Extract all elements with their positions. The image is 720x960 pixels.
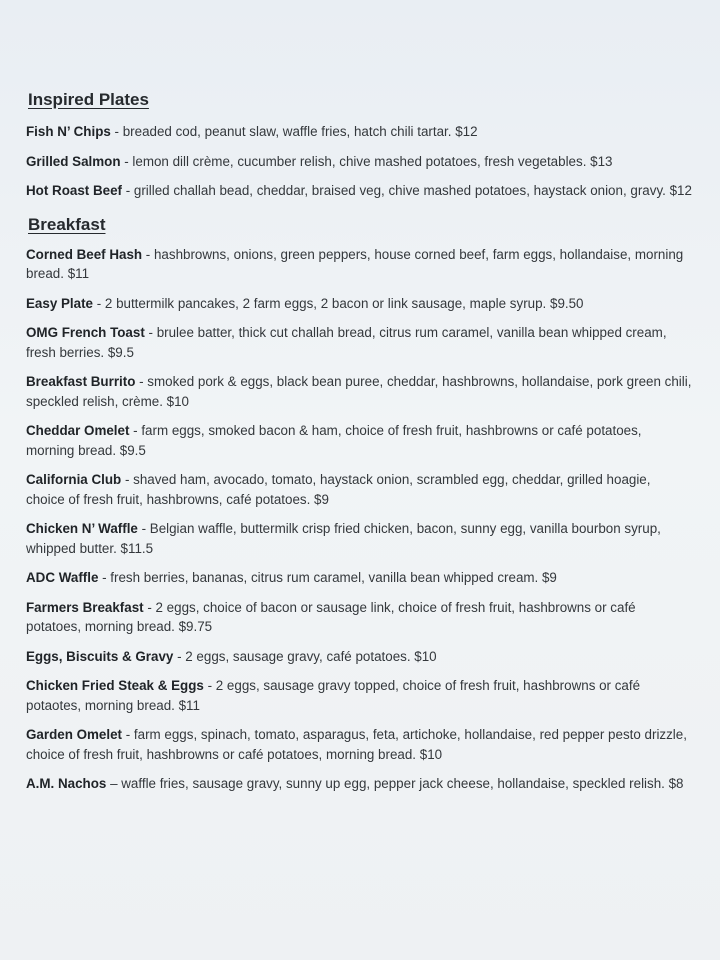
item-name: Cheddar Omelet bbox=[26, 423, 130, 438]
menu-item bbox=[26, 568, 692, 588]
menu-item bbox=[26, 294, 692, 314]
item-name: California Club bbox=[26, 472, 122, 487]
item-description: - shaved ham, avocado, tomato, haystack onion, scrambled egg, cheddar, grilled hoagie, choice of fresh fruit, hashbrowns, café potatoes. $9 bbox=[26, 472, 651, 507]
item-description: - 2 eggs, sausage gravy topped, choice of fresh fruit, hashbrowns or café potaotes, morning bread. $11 bbox=[26, 678, 641, 713]
menu-item bbox=[26, 519, 692, 558]
item-description: - fresh berries, bananas, citrus rum caramel, vanilla bean whipped cream. $9 bbox=[98, 570, 557, 585]
item-description: - Belgian waffle, buttermilk crisp fried chicken, bacon, sunny egg, vanilla bourbon syrup, whipped butter. $11.5 bbox=[26, 521, 661, 556]
item-name: Breakfast Burrito bbox=[26, 374, 136, 389]
item-name: Garden Omelet bbox=[26, 727, 122, 742]
item-description: - 2 eggs, sausage gravy, café potatoes. $10 bbox=[173, 648, 437, 664]
item-description: - 2 buttermilk pancakes, 2 farm eggs, 2 bacon or link sausage, maple syrup. $9.50 bbox=[93, 295, 584, 311]
item-description: - breaded cod, peanut slaw, waffle fries, hatch chili tartar. $12 bbox=[110, 124, 478, 139]
item-description: - grilled challah bead, cheddar, braised veg, chive mashed potatoes, haystack onion, gravy. $12 bbox=[121, 183, 692, 198]
item-name: Eggs, Biscuits & Gravy bbox=[26, 648, 174, 664]
item-name: Hot Roast Beef bbox=[26, 183, 122, 198]
item-description: - hashbrowns, onions, green peppers, house corned beef, farm eggs, hollandaise, morning bread. $11 bbox=[26, 246, 684, 281]
menu-item bbox=[26, 598, 692, 637]
item-description: – waffle fries, sausage gravy, sunny up egg, pepper jack cheese, hollandaise, speckled relish. $8 bbox=[106, 776, 684, 791]
item-name: A.M. Nachos bbox=[26, 776, 107, 791]
item-name: Farmers Breakfast bbox=[26, 599, 144, 615]
menu-item bbox=[26, 323, 692, 362]
menu-item bbox=[26, 245, 692, 284]
item-description: - lemon dill crème, cucumber relish, chive mashed potatoes, fresh vegetables. $13 bbox=[120, 153, 613, 169]
menu-item bbox=[26, 470, 692, 509]
item-name: Chicken N’ Waffle bbox=[26, 521, 138, 536]
item-description: - brulee batter, thick cut challah bread, citrus rum caramel, vanilla bean whipped cream, fresh berries. $9.5 bbox=[26, 325, 667, 360]
menu-item bbox=[26, 676, 692, 715]
item-name: Easy Plate bbox=[26, 295, 93, 311]
item-name: ADC Waffle bbox=[26, 570, 99, 585]
item-description: - farm eggs, smoked bacon & ham, choice of fresh fruit, hashbrowns or café potatoes, morning bread. $9.5 bbox=[26, 423, 642, 458]
menu-item bbox=[26, 421, 692, 460]
menu-item bbox=[26, 152, 692, 172]
section-breakfast bbox=[26, 215, 692, 794]
item-name: Chicken Fried Steak & Eggs bbox=[26, 678, 204, 693]
item-description: - smoked pork & eggs, black bean puree, cheddar, hashbrowns, hollandaise, pork green chili, speckled relish, crème. $10 bbox=[26, 374, 692, 409]
section-title: Inspired Plates bbox=[28, 90, 149, 109]
menu-item bbox=[26, 647, 692, 667]
item-description: - farm eggs, spinach, tomato, asparagus, feta, artichoke, hollandaise, red pepper pesto drizzle, choice of fresh fruit, hashbrowns or café potatoes, morning bread. $10 bbox=[26, 727, 687, 762]
menu-item bbox=[26, 725, 692, 764]
menu-item bbox=[26, 372, 692, 411]
item-name: Corned Beef Hash bbox=[26, 246, 143, 262]
item-name: OMG French Toast bbox=[26, 325, 145, 340]
item-name: Grilled Salmon bbox=[26, 153, 121, 169]
section-inspired-plates bbox=[26, 90, 692, 201]
menu-item bbox=[26, 181, 692, 201]
item-description: - 2 eggs, choice of bacon or sausage link, choice of fresh fruit, hashbrowns or café potatoes, morning bread. $9.75 bbox=[26, 599, 636, 634]
menu-item bbox=[26, 122, 692, 142]
menu-item bbox=[26, 774, 692, 794]
item-name: Fish N’ Chips bbox=[26, 124, 111, 139]
section-title: Breakfast bbox=[28, 214, 106, 234]
